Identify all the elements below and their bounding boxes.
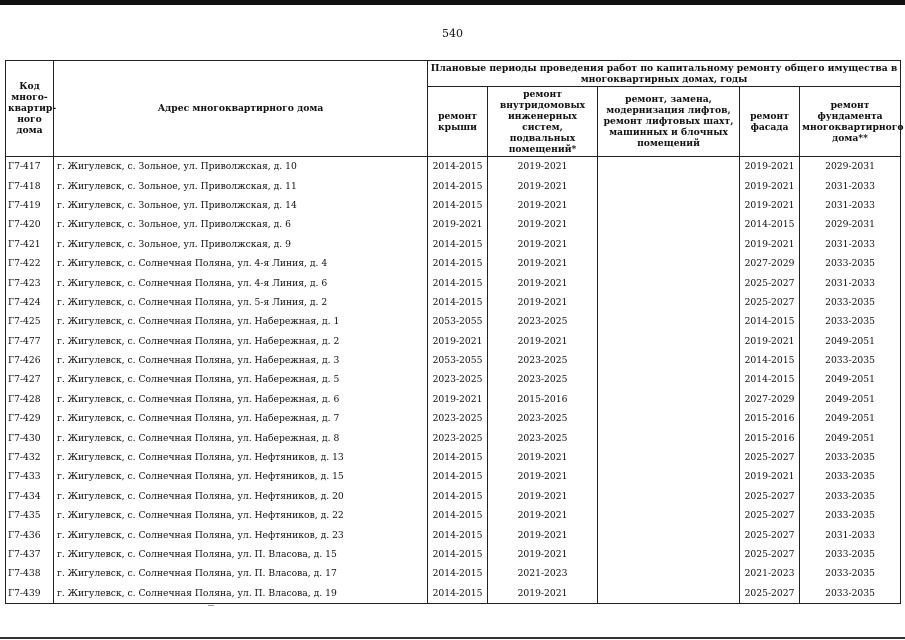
cell-foundation: 2033-2035: [800, 487, 901, 506]
cell-systems: 2023-2025: [488, 409, 598, 428]
scan-speck: [208, 605, 214, 606]
cell-roof: 2014-2015: [428, 506, 488, 525]
cell-systems: 2019-2021: [488, 215, 598, 234]
cell-code: Г7-421: [6, 235, 54, 254]
cell-code: Г7-425: [6, 312, 54, 331]
cell-systems: 2019-2021: [488, 157, 598, 177]
cell-systems: 2019-2021: [488, 293, 598, 312]
cell-roof: 2053-2055: [428, 312, 488, 331]
header-code: Код много-квартир-ного дома: [6, 61, 54, 157]
cell-facade: 2025-2027: [740, 448, 800, 467]
cell-address: г. Жигулевск, с. Солнечная Поляна, ул. П. Власова, д. 19: [54, 584, 428, 604]
cell-roof: 2023-2025: [428, 428, 488, 447]
cell-systems: 2015-2016: [488, 390, 598, 409]
cell-roof: 2014-2015: [428, 467, 488, 486]
cell-address: г. Жигулевск, с. Солнечная Поляна, ул. Набережная, д. 1: [54, 312, 428, 331]
cell-systems: 2023-2025: [488, 312, 598, 331]
cell-address: г. Жигулевск, с. Солнечная Поляна, ул. 4-я Линия, д. 6: [54, 273, 428, 292]
cell-systems: 2019-2021: [488, 584, 598, 604]
cell-code: Г7-430: [6, 428, 54, 447]
cell-code: Г7-436: [6, 525, 54, 544]
cell-facade: 2019-2021: [740, 196, 800, 215]
cell-address: г. Жигулевск, с. Солнечная Поляна, ул. Набережная, д. 8: [54, 428, 428, 447]
cell-lifts: [598, 196, 740, 215]
cell-roof: 2014-2015: [428, 564, 488, 583]
cell-code: Г7-428: [6, 390, 54, 409]
cell-lifts: [598, 564, 740, 583]
cell-facade: 2019-2021: [740, 332, 800, 351]
table-row: [6, 254, 901, 273]
cell-facade: 2027-2029: [740, 254, 800, 273]
table-row: [6, 370, 901, 389]
cell-address: г. Жигулевск, с. Солнечная Поляна, ул. Нефтяников, д. 15: [54, 467, 428, 486]
cell-lifts: [598, 487, 740, 506]
cell-address: г. Жигулевск, с. Зольное, ул. Приволжская, д. 14: [54, 196, 428, 215]
cell-foundation: 2033-2035: [800, 584, 901, 604]
header-lifts: ремонт, замена, модернизация лифтов, ремонт лифтовых шахт, машинных и блочных помещений: [598, 87, 740, 157]
table-row: [6, 584, 901, 604]
cell-foundation: 2031-2033: [800, 196, 901, 215]
cell-address: г. Жигулевск, с. Солнечная Поляна, ул. Набережная, д. 3: [54, 351, 428, 370]
cell-address: г. Жигулевск, с. Солнечная Поляна, ул. Нефтяников, д. 22: [54, 506, 428, 525]
cell-facade: 2014-2015: [740, 215, 800, 234]
cell-systems: 2019-2021: [488, 487, 598, 506]
cell-address: г. Жигулевск, с. Солнечная Поляна, ул. Нефтяников, д. 13: [54, 448, 428, 467]
cell-lifts: [598, 506, 740, 525]
cell-code: Г7-433: [6, 467, 54, 486]
cell-systems: 2023-2025: [488, 428, 598, 447]
table-row: [6, 312, 901, 331]
cell-roof: 2014-2015: [428, 235, 488, 254]
cell-code: Г7-432: [6, 448, 54, 467]
table-row: [6, 409, 901, 428]
cell-lifts: [598, 584, 740, 604]
cell-systems: 2019-2021: [488, 545, 598, 564]
cell-code: Г7-419: [6, 196, 54, 215]
cell-foundation: 2031-2033: [800, 273, 901, 292]
cell-lifts: [598, 448, 740, 467]
cell-foundation: 2029-2031: [800, 157, 901, 177]
cell-foundation: 2031-2033: [800, 176, 901, 195]
table-row: [6, 448, 901, 467]
cell-facade: 2025-2027: [740, 545, 800, 564]
cell-address: г. Жигулевск, с. Солнечная Поляна, ул. Набережная, д. 2: [54, 332, 428, 351]
cell-systems: 2023-2025: [488, 370, 598, 389]
cell-systems: 2019-2021: [488, 196, 598, 215]
cell-facade: 2019-2021: [740, 176, 800, 195]
header-facade: ремонт фасада: [740, 87, 800, 157]
cell-roof: 2014-2015: [428, 448, 488, 467]
cell-code: Г7-429: [6, 409, 54, 428]
cell-code: Г7-434: [6, 487, 54, 506]
cell-foundation: 2049-2051: [800, 332, 901, 351]
cell-address: г. Жигулевск, с. Солнечная Поляна, ул. Набережная, д. 6: [54, 390, 428, 409]
table-row: [6, 157, 901, 177]
cell-lifts: [598, 254, 740, 273]
bottom-rule: [0, 637, 905, 639]
cell-code: Г7-477: [6, 332, 54, 351]
cell-code: Г7-423: [6, 273, 54, 292]
cell-systems: 2019-2021: [488, 254, 598, 273]
cell-facade: 2014-2015: [740, 351, 800, 370]
cell-lifts: [598, 428, 740, 447]
cell-roof: 2023-2025: [428, 409, 488, 428]
table-row: [6, 196, 901, 215]
cell-systems: 2019-2021: [488, 273, 598, 292]
table-row: [6, 525, 901, 544]
cell-code: Г7-418: [6, 176, 54, 195]
cell-address: г. Жигулевск, с. Солнечная Поляна, ул. Набережная, д. 5: [54, 370, 428, 389]
cell-foundation: 2031-2033: [800, 235, 901, 254]
cell-code: Г7-439: [6, 584, 54, 604]
cell-facade: 2019-2021: [740, 157, 800, 177]
cell-lifts: [598, 312, 740, 331]
cell-code: Г7-417: [6, 157, 54, 177]
cell-facade: 2025-2027: [740, 293, 800, 312]
table-row: [6, 467, 901, 486]
header-periods: Плановые периоды проведения работ по капитальному ремонту общего имущества в многоквартирных домах, годы: [428, 61, 901, 87]
table-row: [6, 293, 901, 312]
table-row: [6, 564, 901, 583]
cell-lifts: [598, 332, 740, 351]
cell-lifts: [598, 390, 740, 409]
cell-facade: 2019-2021: [740, 235, 800, 254]
cell-roof: 2014-2015: [428, 525, 488, 544]
cell-systems: 2019-2021: [488, 448, 598, 467]
top-rule: [0, 0, 905, 5]
cell-lifts: [598, 235, 740, 254]
cell-systems: 2019-2021: [488, 235, 598, 254]
cell-roof: 2023-2025: [428, 370, 488, 389]
cell-facade: 2021-2023: [740, 564, 800, 583]
header-roof: ремонт крыши: [428, 87, 488, 157]
cell-systems: 2023-2025: [488, 351, 598, 370]
header-foundation: ремонт фундамента многоквартирного дома**: [800, 87, 901, 157]
cell-systems: 2021-2023: [488, 564, 598, 583]
table-row: [6, 545, 901, 564]
cell-foundation: 2033-2035: [800, 506, 901, 525]
cell-foundation: 2033-2035: [800, 448, 901, 467]
cell-lifts: [598, 545, 740, 564]
cell-address: г. Жигулевск, с. Зольное, ул. Приволжская, д. 6: [54, 215, 428, 234]
cell-facade: 2025-2027: [740, 525, 800, 544]
cell-facade: 2015-2016: [740, 428, 800, 447]
cell-systems: 2019-2021: [488, 525, 598, 544]
cell-foundation: 2031-2033: [800, 525, 901, 544]
cell-lifts: [598, 351, 740, 370]
cell-lifts: [598, 525, 740, 544]
cell-facade: 2025-2027: [740, 584, 800, 604]
cell-facade: 2025-2027: [740, 506, 800, 525]
cell-code: Г7-438: [6, 564, 54, 583]
cell-roof: 2014-2015: [428, 254, 488, 273]
cell-foundation: 2033-2035: [800, 545, 901, 564]
header-address: Адрес многоквартирного дома: [54, 61, 428, 157]
page-number: 540: [442, 27, 463, 40]
cell-roof: 2053-2055: [428, 351, 488, 370]
cell-code: Г7-437: [6, 545, 54, 564]
cell-facade: 2027-2029: [740, 390, 800, 409]
cell-roof: 2014-2015: [428, 273, 488, 292]
cell-address: г. Жигулевск, с. Солнечная Поляна, ул. П. Власова, д. 17: [54, 564, 428, 583]
cell-address: г. Жигулевск, с. Солнечная Поляна, ул. Нефтяников, д. 20: [54, 487, 428, 506]
table-body: [6, 157, 901, 604]
table-row: [6, 273, 901, 292]
cell-foundation: 2033-2035: [800, 254, 901, 273]
cell-roof: 2019-2021: [428, 215, 488, 234]
cell-foundation: 2049-2051: [800, 409, 901, 428]
cell-lifts: [598, 293, 740, 312]
table-row: [6, 351, 901, 370]
cell-foundation: 2049-2051: [800, 370, 901, 389]
cell-code: Г7-424: [6, 293, 54, 312]
cell-foundation: 2033-2035: [800, 564, 901, 583]
cell-roof: 2014-2015: [428, 293, 488, 312]
cell-address: г. Жигулевск, с. Солнечная Поляна, ул. Нефтяников, д. 23: [54, 525, 428, 544]
cell-foundation: 2033-2035: [800, 293, 901, 312]
cell-systems: 2019-2021: [488, 332, 598, 351]
cell-code: Г7-427: [6, 370, 54, 389]
table-row: [6, 428, 901, 447]
cell-lifts: [598, 176, 740, 195]
cell-foundation: 2049-2051: [800, 428, 901, 447]
cell-address: г. Жигулевск, с. Зольное, ул. Приволжская, д. 10: [54, 157, 428, 177]
cell-facade: 2025-2027: [740, 487, 800, 506]
cell-address: г. Жигулевск, с. Солнечная Поляна, ул. П. Власова, д. 15: [54, 545, 428, 564]
cell-address: г. Жигулевск, с. Зольное, ул. Приволжская, д. 11: [54, 176, 428, 195]
cell-foundation: 2033-2035: [800, 351, 901, 370]
cell-roof: 2014-2015: [428, 584, 488, 604]
cell-roof: 2014-2015: [428, 157, 488, 177]
cell-address: г. Жигулевск, с. Солнечная Поляна, ул. 5-я Линия, д. 2: [54, 293, 428, 312]
cell-lifts: [598, 215, 740, 234]
header-systems: ремонт внутридомовых инженерных систем, подвальных помещений*: [488, 87, 598, 157]
capital-repair-table: [5, 60, 904, 604]
cell-lifts: [598, 370, 740, 389]
cell-facade: 2025-2027: [740, 273, 800, 292]
cell-foundation: 2033-2035: [800, 312, 901, 331]
table-row: [6, 332, 901, 351]
cell-address: г. Жигулевск, с. Солнечная Поляна, ул. 4-я Линия, д. 4: [54, 254, 428, 273]
cell-systems: 2019-2021: [488, 506, 598, 525]
cell-foundation: 2049-2051: [800, 390, 901, 409]
cell-foundation: 2033-2035: [800, 467, 901, 486]
cell-systems: 2019-2021: [488, 467, 598, 486]
table-row: [6, 215, 901, 234]
cell-lifts: [598, 157, 740, 177]
cell-facade: 2015-2016: [740, 409, 800, 428]
table-row: [6, 487, 901, 506]
cell-code: Г7-422: [6, 254, 54, 273]
cell-code: Г7-435: [6, 506, 54, 525]
cell-address: г. Жигулевск, с. Солнечная Поляна, ул. Набережная, д. 7: [54, 409, 428, 428]
cell-facade: 2019-2021: [740, 467, 800, 486]
cell-foundation: 2029-2031: [800, 215, 901, 234]
cell-code: Г7-420: [6, 215, 54, 234]
cell-roof: 2014-2015: [428, 176, 488, 195]
cell-roof: 2019-2021: [428, 332, 488, 351]
cell-roof: 2019-2021: [428, 390, 488, 409]
table-row: [6, 235, 901, 254]
table-row: [6, 390, 901, 409]
cell-address: г. Жигулевск, с. Зольное, ул. Приволжская, д. 9: [54, 235, 428, 254]
cell-lifts: [598, 467, 740, 486]
cell-code: Г7-426: [6, 351, 54, 370]
cell-facade: 2014-2015: [740, 370, 800, 389]
cell-facade: 2014-2015: [740, 312, 800, 331]
table-row: [6, 176, 901, 195]
table-row: [6, 506, 901, 525]
cell-roof: 2014-2015: [428, 545, 488, 564]
cell-lifts: [598, 409, 740, 428]
cell-lifts: [598, 273, 740, 292]
cell-roof: 2014-2015: [428, 196, 488, 215]
cell-systems: 2019-2021: [488, 176, 598, 195]
cell-roof: 2014-2015: [428, 487, 488, 506]
